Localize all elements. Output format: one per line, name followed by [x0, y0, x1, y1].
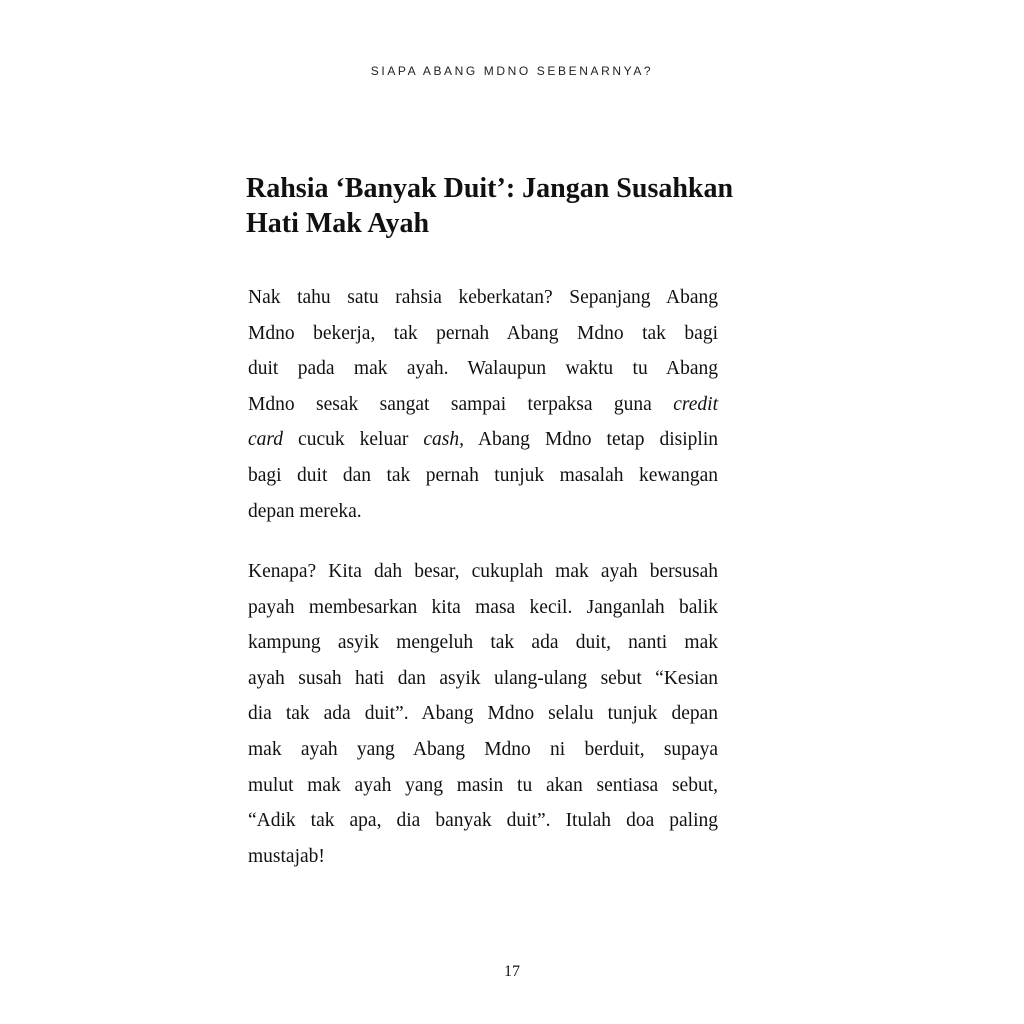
page-number: 17 [504, 963, 520, 980]
text-line: Kenapa? Kita dah besar, cukuplah mak ayah bersusah [248, 561, 718, 582]
body-paragraph [248, 280, 718, 529]
body-paragraph [248, 554, 718, 874]
text-line: Mdno bekerja, tak pernah Abang Mdno tak bagi [248, 322, 718, 344]
text-line: Mdno sesak sangat sampai terpaksa guna credit [248, 393, 718, 415]
italic-term: credit [673, 393, 718, 415]
text-line: bagi duit dan tak pernah tunjuk masalah kewangan [248, 464, 718, 486]
text-line: kampung asyik mengeluh tak ada duit, nanti mak [248, 632, 718, 654]
italic-term: card [248, 429, 284, 451]
text-line: payah membesarkan kita masa kecil. Janganlah balik [248, 596, 718, 618]
chapter-title [246, 171, 766, 241]
text-line: ayah susah hati dan asyik ulang-ulang sebut “Kesian [248, 667, 718, 689]
text-line: dia tak ada duit”. Abang Mdno selalu tunjuk depan [248, 703, 718, 725]
text-line: mustajab! [248, 845, 325, 867]
italic-term: cash, [423, 429, 464, 451]
text-line: Nak tahu satu rahsia keberkatan? Sepanjang Abang [248, 287, 718, 308]
text-line: card cucuk keluar cash, Abang Mdno tetap disiplin [248, 429, 718, 451]
chapter-title-line: Rahsia ‘Banyak Duit’: Jangan Susahkan [246, 173, 734, 204]
chapter-title-line: Hati Mak Ayah [246, 208, 430, 239]
text-line: depan mereka. [248, 500, 362, 522]
text-line: mulut mak ayah yang masin tu akan sentiasa sebut, [248, 774, 718, 796]
text-line: “Adik tak apa, dia banyak duit”. Itulah doa paling [248, 810, 718, 832]
text-line: mak ayah yang Abang Mdno ni berduit, supaya [248, 738, 718, 760]
text-line: duit pada mak ayah. Walaupun waktu tu Abang [248, 358, 718, 380]
running-head: SIAPA ABANG MDNO SEBENARNYA? [370, 64, 654, 78]
